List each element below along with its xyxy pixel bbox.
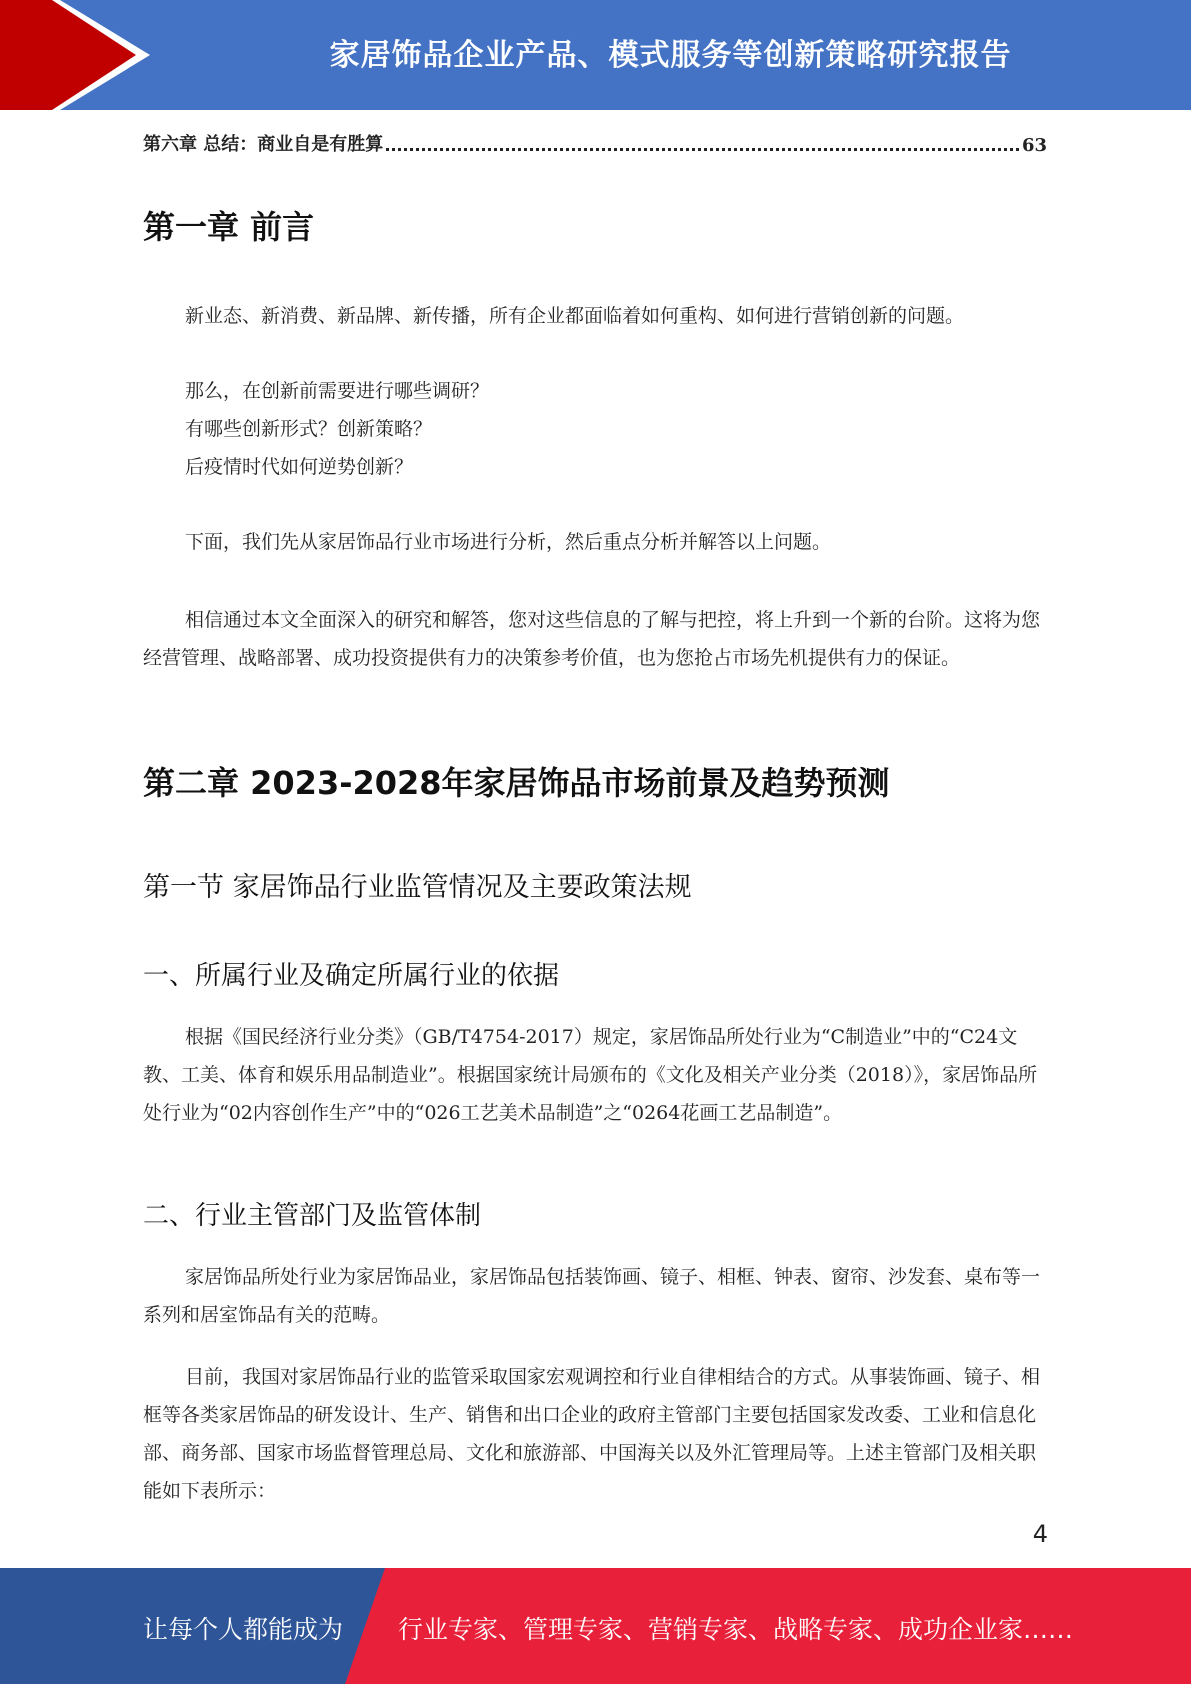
toc-entry-label: 第六章 总结：商业自是有胜算 [143, 134, 384, 155]
chapter1-paragraph-2: 下面，我们先从家居饰品行业市场进行分析，然后重点分析并解答以上问题。 [185, 531, 832, 553]
subsection2-title: 二、行业主管部门及监管体制 [143, 1201, 482, 1231]
footer-slogan-right: 行业专家、管理专家、营销专家、战略专家、成功企业家…… [398, 1615, 1074, 1644]
toc-entry-page: 63 [1021, 135, 1047, 156]
subsection2-paragraph-2: 目前，我国对家居饰品行业的监管采取国家宏观调控和行业自律相结合的方式。从事装饰画、镜子、相框等各类家居饰品的研发设计、生产、销售和出口企业的政府主管部门主要包括国家发改委、工业和信息化部、商务部、国家市场监督管理总局、文化和旅游部、中国海关以及外汇管理局等。上述主管部门及相关职能如下表所示： [143, 1366, 1041, 1502]
header-chevron-graphic [0, 0, 160, 110]
page-number: 4 [1032, 1520, 1048, 1548]
toc-entry[interactable] [143, 132, 1047, 156]
section1-title: 第一节 家居饰品行业监管情况及主要政策法规 [143, 872, 692, 903]
chapter1-title: 第一章 前言 [143, 208, 315, 246]
subsection2-paragraph-1: 家居饰品所处行业为家居饰品业，家居饰品包括装饰画、镜子、相框、钟表、窗帘、沙发套、桌布等一系列和居室饰品有关的范畴。 [143, 1266, 1041, 1326]
chapter1-question-3: 后疫情时代如何逆势创新？ [185, 456, 414, 478]
subsection1-paragraph: 根据《国民经济行业分类》（GB/T4754-2017）规定，家居饰品所处行业为“C制造业”中的“C24文教、工美、体育和娱乐用品制造业”。根据国家统计局颁布的《文化及相关产业分类（2018）》，家居饰品所处行业为“02内容创作生产”中的“026工艺美术品制造”之“0264花画工艺品制造”。 [143, 1026, 1038, 1124]
page-footer [0, 1568, 1191, 1684]
footer-slogan-left: 让每个人都能成为 [143, 1615, 344, 1644]
chapter2-title: 第二章 2023-2028年家居饰品市场前景及趋势预测 [143, 764, 890, 802]
header-title: 家居饰品企业产品、模式服务等创新策略研究报告 [329, 38, 1012, 73]
subsection1-title: 一、所属行业及确定所属行业的依据 [143, 961, 560, 991]
chapter1-question-2: 有哪些创新形式？创新策略？ [185, 418, 433, 440]
chapter1-paragraph-3: 相信通过本文全面深入的研究和解答，您对这些信息的了解与把控，将上升到一个新的台阶。这将为您经营管理、战略部署、成功投资提供有力的决策参考价值，也为您抢占市场先机提供有力的保证。 [143, 609, 1041, 669]
toc-leader-dots [386, 148, 1019, 151]
page-header [0, 0, 1191, 110]
chapter1-question-1: 那么，在创新前需要进行哪些调研？ [185, 380, 490, 402]
chapter1-paragraph-1: 新业态、新消费、新品牌、新传播，所有企业都面临着如何重构、如何进行营销创新的问题。 [185, 305, 965, 327]
